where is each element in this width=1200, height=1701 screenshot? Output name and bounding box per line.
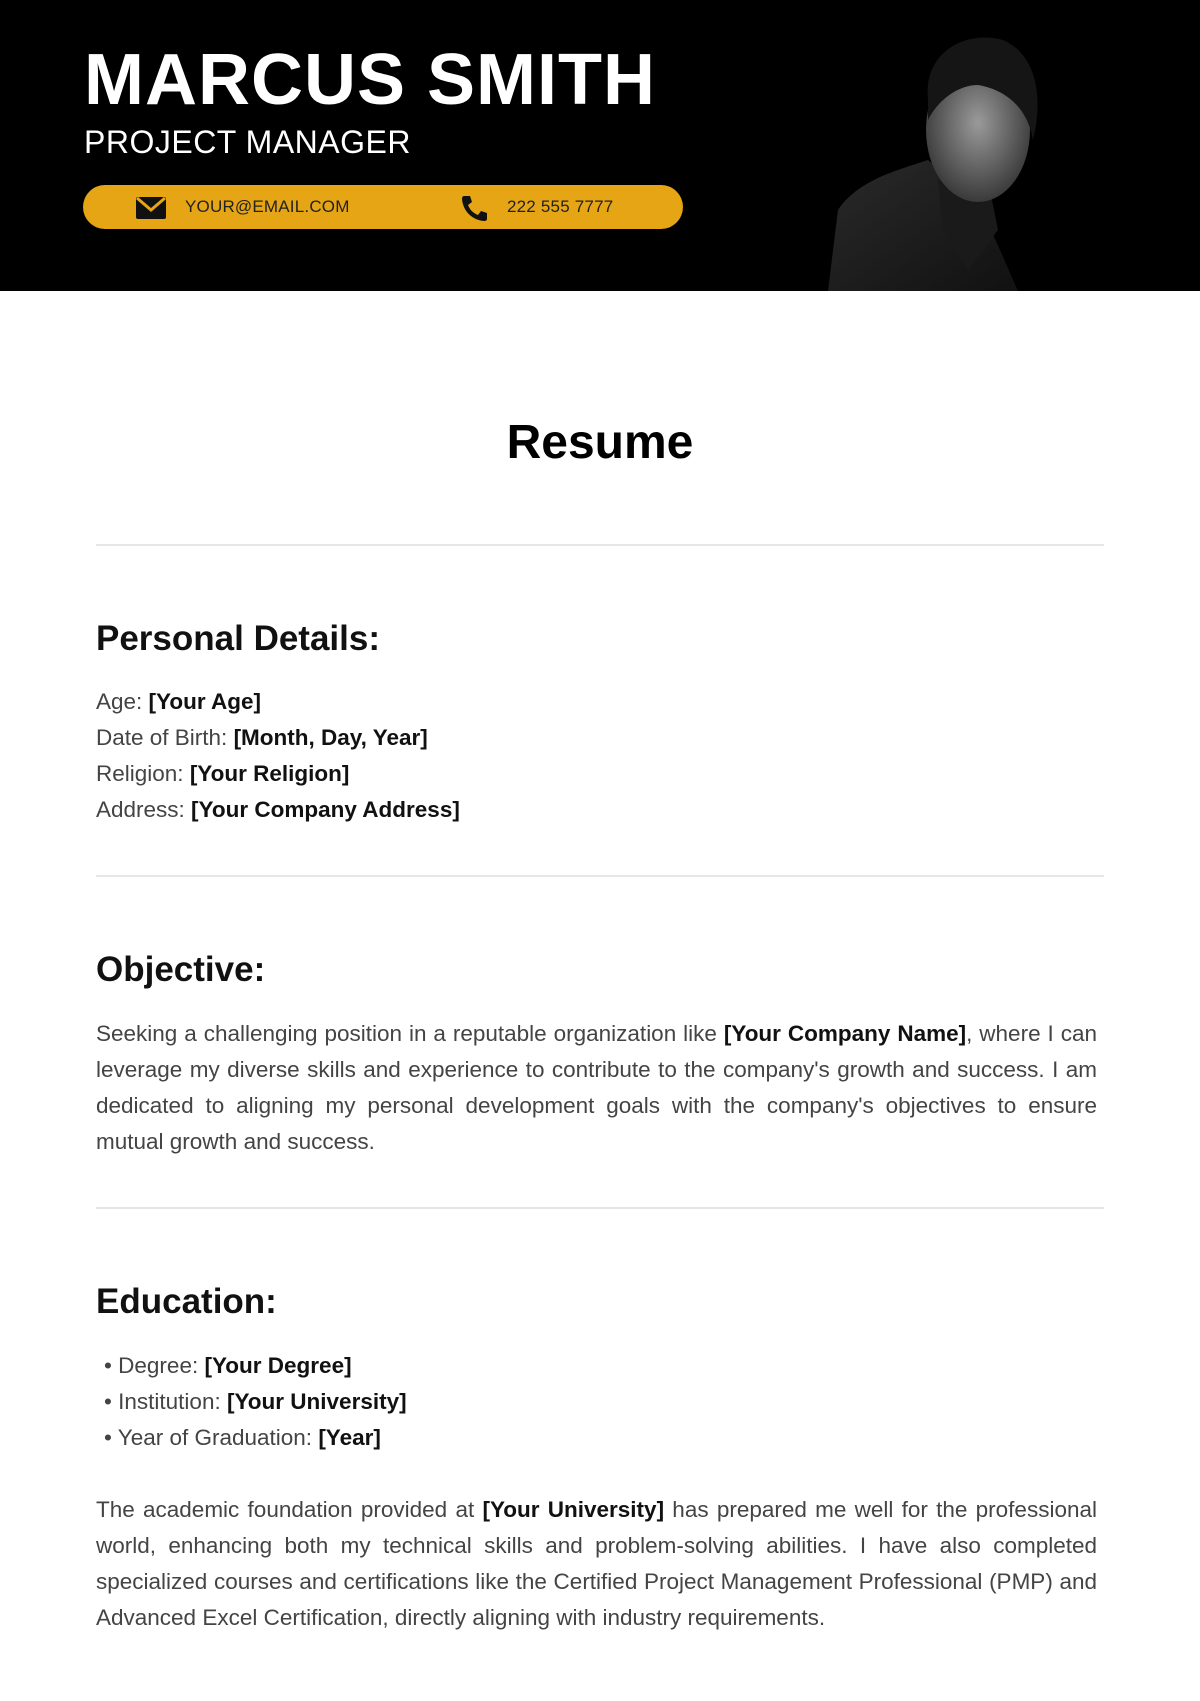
candidate-role: PROJECT MANAGER [84, 124, 411, 160]
detail-dob [96, 720, 460, 756]
education-list [96, 1348, 407, 1456]
text: Seeking a challenging position in a reputable organization like [96, 1021, 724, 1046]
education-item [96, 1420, 407, 1456]
detail-value: [Your Age] [148, 689, 262, 714]
objective-text [96, 1016, 1097, 1160]
detail-value: [Your Company Address] [191, 797, 460, 822]
resume-header [0, 0, 1200, 291]
text: The academic foundation provided at [96, 1497, 483, 1522]
detail-value: [Your Religion] [189, 761, 350, 786]
phone-number[interactable]: 222 555 7777 [507, 197, 614, 216]
education-heading: Education: [96, 1282, 277, 1321]
divider [96, 544, 1104, 546]
objective-heading: Objective: [96, 950, 266, 989]
detail-label: Religion: [96, 761, 190, 786]
personal-details-list [96, 684, 460, 828]
detail-label: Address: [96, 797, 192, 822]
item-value: [Year] [318, 1425, 381, 1450]
item-label: Year of Graduation: [117, 1425, 319, 1450]
detail-label: Date of Birth: [96, 725, 234, 750]
detail-value: [Month, Day, Year] [233, 725, 428, 750]
education-item [96, 1348, 407, 1384]
item-value: [Your Degree] [204, 1353, 352, 1378]
bullet: • [104, 1353, 112, 1378]
item-value: [Your University] [226, 1389, 407, 1414]
email-link[interactable]: YOUR@EMAIL.COM [185, 197, 350, 216]
document-title: Resume [506, 416, 694, 469]
profile-photo [828, 30, 1088, 291]
detail-address [96, 792, 460, 828]
divider [96, 1207, 1104, 1209]
candidate-name: MARCUS SMITH [84, 40, 656, 120]
detail-religion [96, 756, 460, 792]
university-placeholder: [Your University] [482, 1497, 665, 1522]
contact-bar [83, 185, 683, 229]
detail-label: Age: [96, 689, 149, 714]
education-text [96, 1492, 1097, 1636]
bullet: • [104, 1425, 112, 1450]
phone-icon [458, 194, 490, 227]
company-placeholder: [Your Company Name] [723, 1021, 967, 1046]
detail-age [96, 684, 460, 720]
personal-details-heading: Personal Details: [96, 619, 380, 658]
text: has prepared me well for the professional world, enhancing both my technical skills and problem-solving abilities. I have also completed specialized courses and certifications like the Certified Project Management Professional (PMP) and Advanced Excel Certification, directly aligning with industry requirements. [96, 1497, 1097, 1630]
envelope-icon [135, 196, 167, 225]
item-label: Degree: [118, 1353, 205, 1378]
education-item [96, 1384, 407, 1420]
divider [96, 875, 1104, 877]
bullet: • [104, 1389, 112, 1414]
item-label: Institution: [118, 1389, 227, 1414]
text: , where I can leverage my diverse skills and experience to contribute to the company's growth and success. I am dedicated to aligning my personal development goals with the company's objectives to ensure mutual growth and success. [96, 1021, 1097, 1154]
